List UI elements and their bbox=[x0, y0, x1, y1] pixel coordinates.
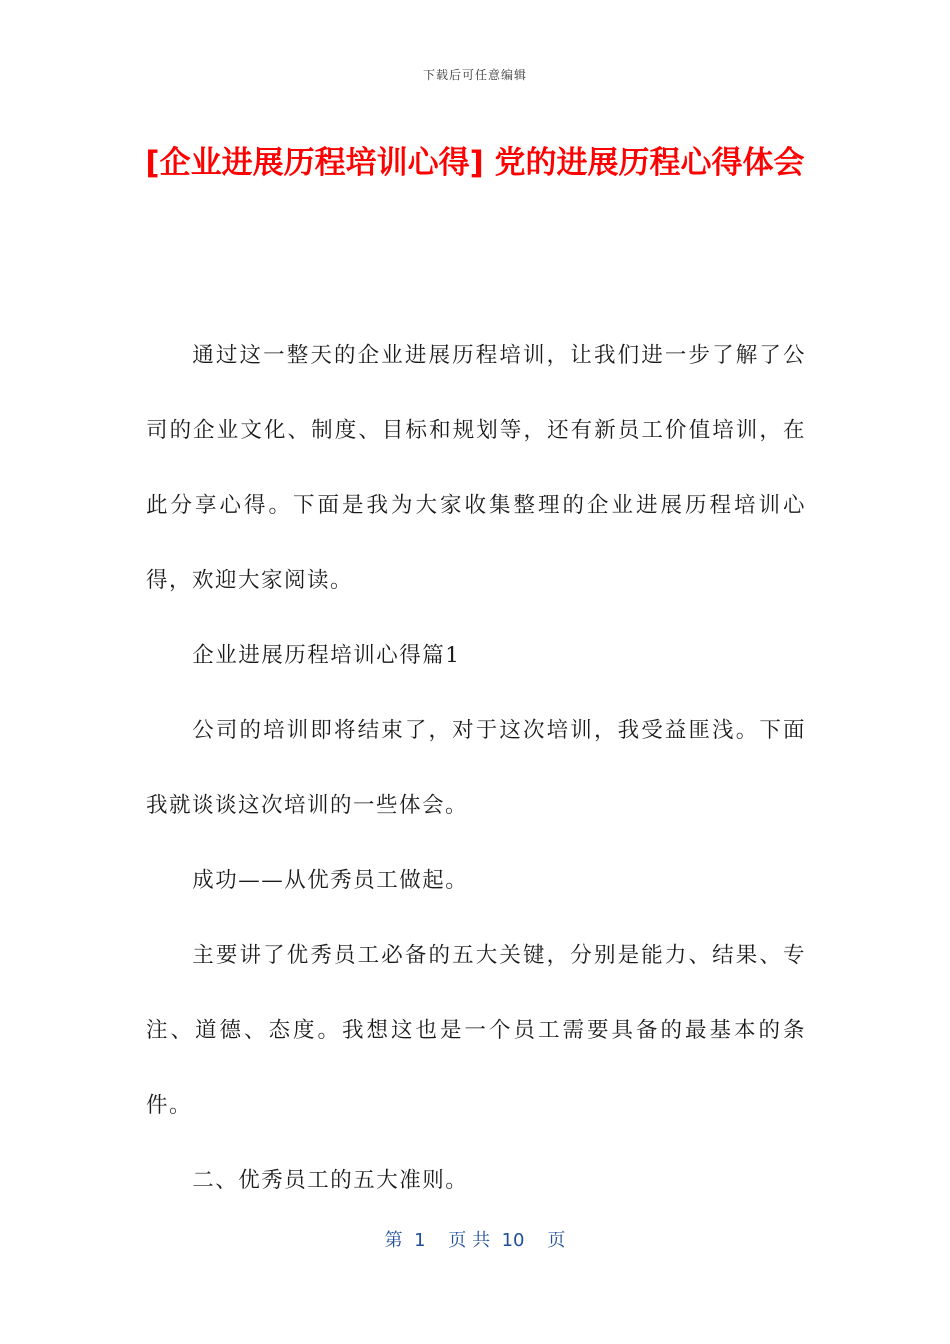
paragraph-success: 成功——从优秀员工做起。 bbox=[192, 868, 469, 893]
header-note: 下载后可任意编辑 bbox=[422, 68, 527, 82]
paragraph-five-rules: 二、优秀员工的五大准则。 bbox=[192, 1168, 469, 1193]
paragraph-intro: 通过这一整天的企业进展历程培训，让我们进一步了解了公司的企业文化、制度、目标和规划等，还有新员工价值培训，在此分享心得。下面是我为大家收集整理的企业进展历程培训心得，欢迎大家阅读。 bbox=[146, 343, 806, 593]
paragraph-five-keys: 主要讲了优秀员工必备的五大关键，分别是能力、结果、专注、道德、态度。我想这也是一个员工需要具备的最基本的条件。 bbox=[146, 943, 806, 1118]
paragraph-training: 公司的培训即将结束了，对于这次培训，我受益匪浅。下面我就谈谈这次培训的一些体会。 bbox=[146, 718, 806, 818]
document-body bbox=[146, 318, 806, 1218]
page-number-footer: 第 1 页 共 10 页 bbox=[384, 1230, 566, 1251]
section-heading: 企业进展历程培训心得篇1 bbox=[192, 643, 461, 668]
document-title: [企业进展历程培训心得] 党的进展历程心得体会 bbox=[145, 145, 805, 181]
